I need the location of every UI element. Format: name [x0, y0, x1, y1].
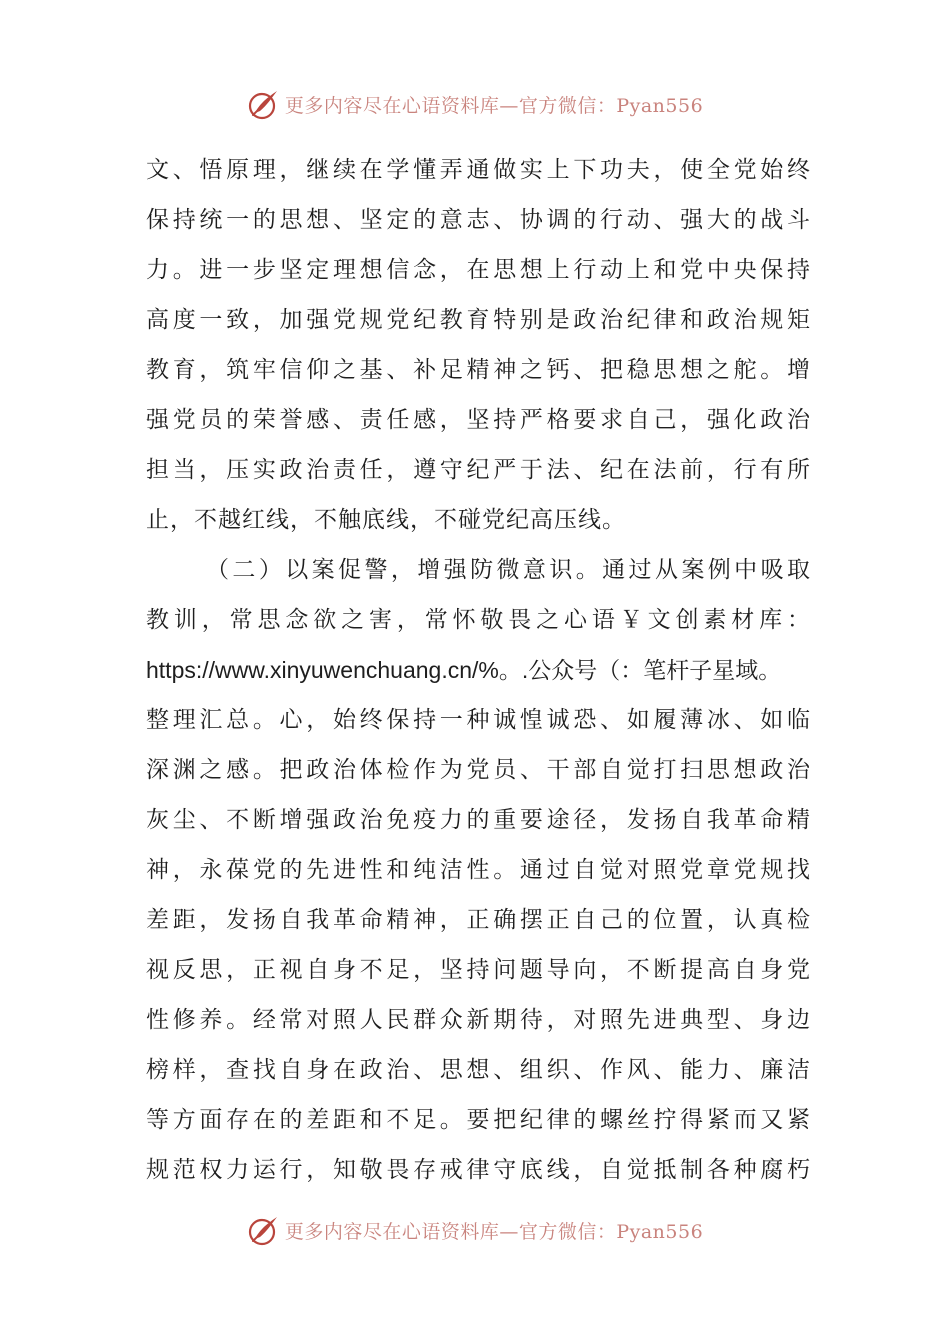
body-line: 文、悟原理，继续在学懂弄通做实上下功夫，使全党始终 — [146, 157, 811, 183]
body-line: 榜样，查找自身在政治、思想、组织、作风、能力、廉洁 — [146, 1057, 811, 1083]
body-line: 性修养。经常对照人民群众新期待，对照先进典型、身边 — [146, 1007, 811, 1033]
section-heading-line: （二）以案促警，增强防微意识。通过从案例中吸取 — [206, 557, 811, 583]
url-line: https://www.xinyuwenchuang.cn/%。.公众号（：笔杆子星域。 — [146, 657, 782, 683]
body-line: 整理汇总。心，始终保持一种诚惶诚恐、如履薄冰、如临 — [146, 707, 811, 733]
body-line: 等方面存在的差距和不足。要把纪律的螺丝拧得紧而又紧 — [146, 1107, 811, 1133]
header-banner-text: 更多内容尽在心语资料库—官方微信：Pyan556 — [284, 94, 704, 117]
body-line: 视反思，正视自身不足，坚持问题导向，不断提高自身党 — [146, 957, 811, 983]
body-line: 力。进一步坚定理想信念，在思想上行动上和党中央保持 — [146, 257, 811, 283]
body-line: 担当，压实政治责任，遵守纪严于法、纪在法前，行有所 — [146, 457, 811, 483]
body-line: 教育，筑牢信仰之基、补足精神之钙、把稳思想之舵。增 — [146, 357, 811, 383]
body-line: 深渊之感。把政治体检作为党员、干部自觉打扫思想政治 — [146, 757, 811, 783]
quill-logo-icon — [247, 1213, 281, 1247]
document-body — [146, 145, 811, 1195]
body-line: 高度一致，加强党规党纪教育特别是政治纪律和政治规矩 — [146, 307, 811, 333]
body-line: 规范权力运行，知敬畏存戒律守底线，自觉抵制各种腐朽 — [146, 1157, 811, 1183]
body-line: 止，不越红线，不触底线，不碰党纪高压线。 — [146, 507, 626, 533]
header-banner — [0, 84, 950, 124]
body-line: 保持统一的思想、坚定的意志、协调的行动、强大的战斗 — [146, 207, 811, 233]
body-line: 差距，发扬自我革命精神，正确摆正自己的位置，认真检 — [146, 907, 811, 933]
body-line: 教训，常思念欲之害，常怀敬畏之心语￥文创素材库： — [146, 607, 811, 633]
body-line: 灰尘、不断增强政治免疫力的重要途径，发扬自我革命精 — [146, 807, 811, 833]
footer-banner-text: 更多内容尽在心语资料库—官方微信：Pyan556 — [284, 1220, 704, 1243]
quill-logo-icon — [247, 87, 281, 121]
body-line: 强党员的荣誉感、责任感，坚持严格要求自己，强化政治 — [146, 407, 811, 433]
body-line: 神，永葆党的先进性和纯洁性。通过自觉对照党章党规找 — [146, 857, 811, 883]
footer-banner — [0, 1210, 950, 1250]
